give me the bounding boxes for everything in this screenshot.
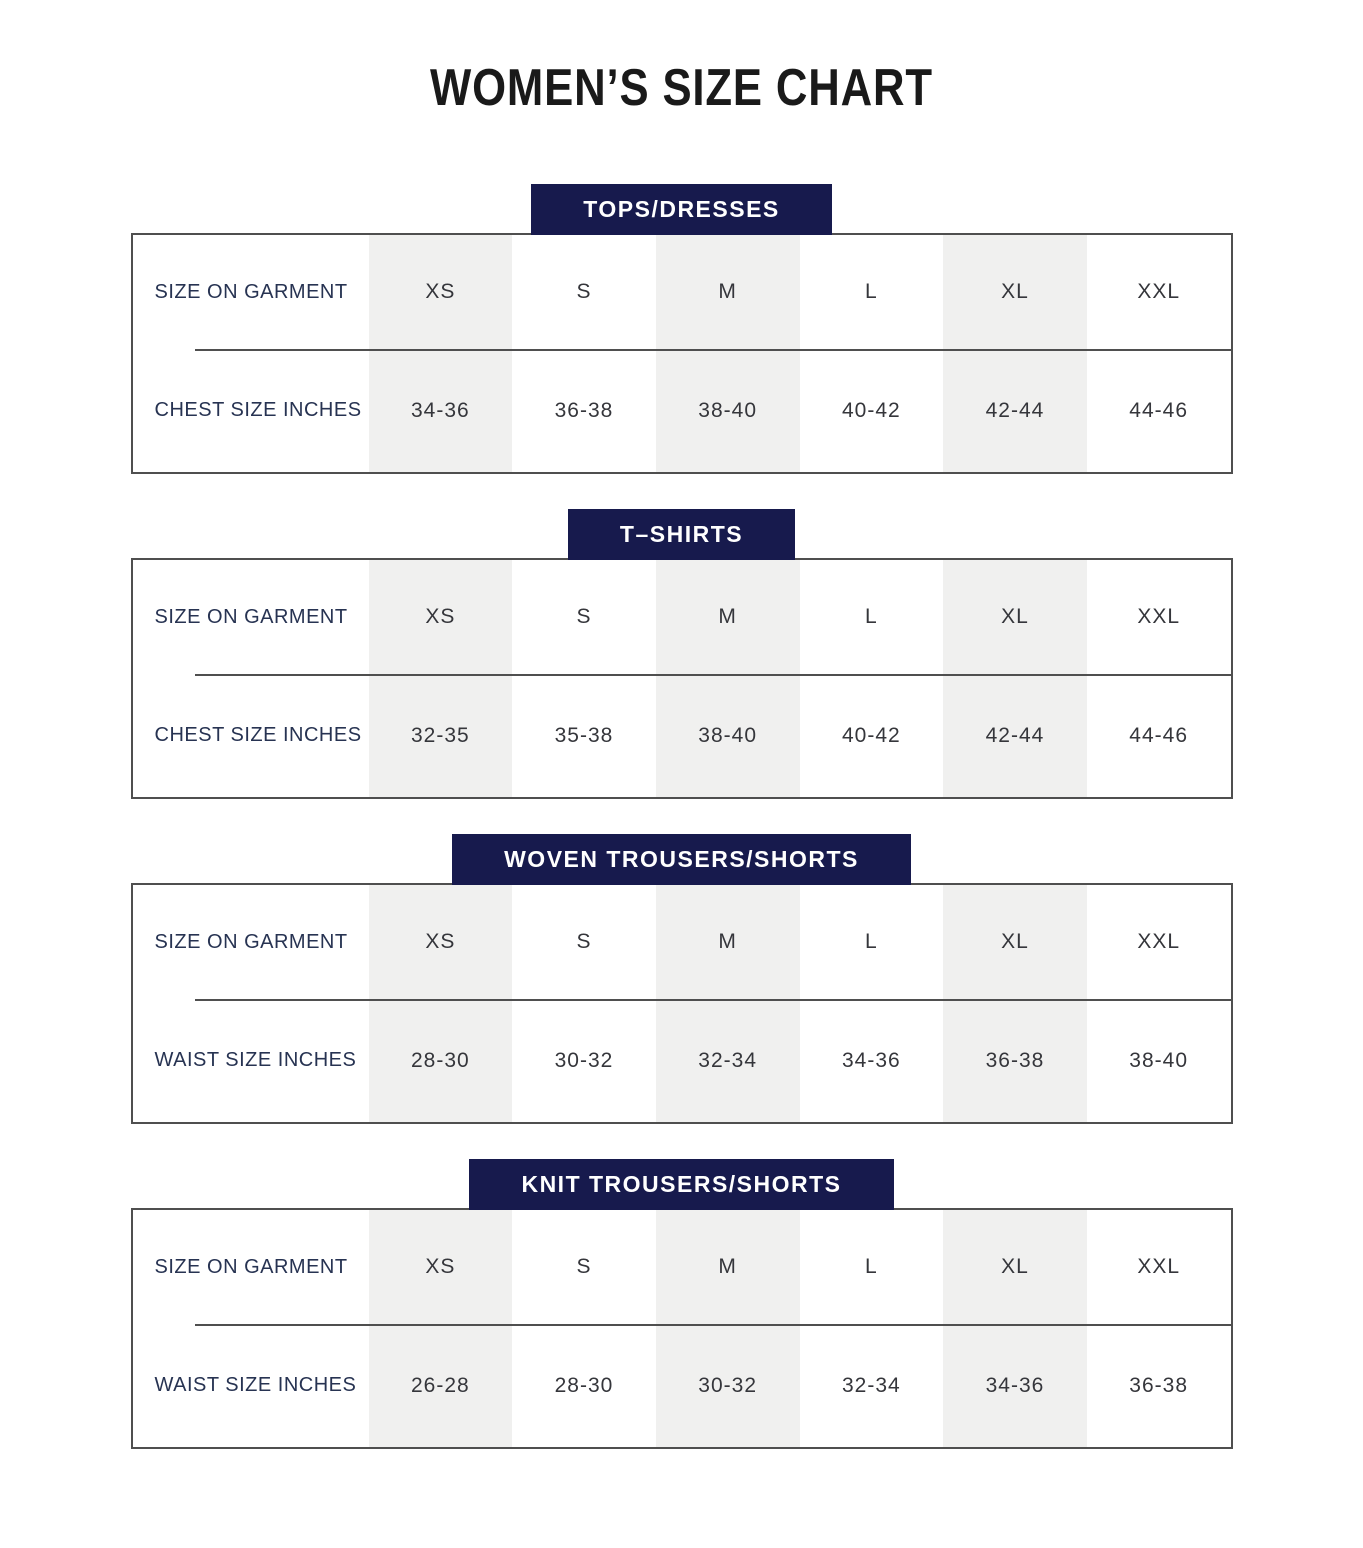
section-t-shirts [131,509,1233,799]
measure-cell: 34-36 [369,349,513,472]
size-row-label: SIZE ON GARMENT [154,930,348,953]
measure-cell: 26-28 [369,1324,513,1447]
measure-cell: 35-38 [554,723,614,747]
measure-cell: 42-44 [943,674,1087,797]
measure-row-label: WAIST SIZE INCHES [154,1374,357,1396]
measure-cell: 28-30 [554,1373,614,1397]
size-cell: S [576,605,592,628]
page-title: WOMEN’S SIZE CHART [430,59,933,117]
measure-cell: 36-38 [943,999,1087,1122]
measure-row-label: CHEST SIZE INCHES [154,724,362,746]
size-table-t-shirts [131,558,1233,799]
measure-cell: 32-35 [369,674,513,797]
measure-cell: 44-46 [1129,723,1189,747]
row-divider [195,674,1231,676]
measure-row-label: CHEST SIZE INCHES [154,399,362,421]
measure-cell: 28-30 [369,999,513,1122]
size-cell: S [576,930,592,953]
size-cell: L [864,605,878,628]
measure-cell: 40-42 [841,723,901,747]
measure-cell: 32-34 [656,999,800,1122]
size-table-woven-trousers-shorts [131,883,1233,1124]
size-cell: XXL [1137,1255,1181,1278]
size-cell: S [576,280,592,303]
size-cell: M [656,560,800,674]
size-cell: XS [369,560,513,674]
size-cell: XL [943,1210,1087,1324]
size-cell: XXL [1137,605,1181,628]
measure-cell: 36-38 [1129,1373,1189,1397]
size-cell: XS [369,235,513,349]
measure-cell: 40-42 [841,398,901,422]
size-cell: M [656,885,800,999]
size-cell: XL [943,885,1087,999]
section-title-bar: TOPS/DRESSES [531,184,832,235]
row-divider [195,349,1231,351]
size-row-label: SIZE ON GARMENT [154,605,348,628]
size-cell: XL [943,560,1087,674]
section-title-bar: KNIT TROUSERS/SHORTS [469,1159,893,1210]
measure-cell: 38-40 [1129,1048,1189,1072]
size-table-tops-dresses [131,233,1233,474]
size-row-label: SIZE ON GARMENT [154,1255,348,1278]
size-cell: XL [943,235,1087,349]
row-divider [195,999,1231,1001]
section-title-bar: WOVEN TROUSERS/SHORTS [452,834,911,885]
size-cell: XS [369,885,513,999]
size-cell: L [864,280,878,303]
section-title-bar: T–SHIRTS [568,509,795,560]
size-cell: L [864,1255,878,1278]
size-cell: XXL [1137,280,1181,303]
measure-cell: 30-32 [554,1048,614,1072]
measure-cell: 44-46 [1129,398,1189,422]
measure-cell: 38-40 [656,349,800,472]
size-cell: XXL [1137,930,1181,953]
section-tops-dresses [131,184,1233,474]
size-cell: L [864,930,878,953]
measure-cell: 42-44 [943,349,1087,472]
row-divider [195,1324,1231,1326]
measure-cell: 38-40 [656,674,800,797]
section-woven-trousers-shorts [131,834,1233,1124]
measure-cell: 32-34 [841,1373,901,1397]
measure-cell: 34-36 [841,1048,901,1072]
measure-row-label: WAIST SIZE INCHES [154,1049,357,1071]
section-knit-trousers-shorts [131,1159,1233,1449]
size-cell: M [656,235,800,349]
size-table-knit-trousers-shorts [131,1208,1233,1449]
size-cell: M [656,1210,800,1324]
size-row-label: SIZE ON GARMENT [154,280,348,303]
size-cell: S [576,1255,592,1278]
size-cell: XS [369,1210,513,1324]
measure-cell: 36-38 [554,398,614,422]
measure-cell: 30-32 [656,1324,800,1447]
measure-cell: 34-36 [943,1324,1087,1447]
